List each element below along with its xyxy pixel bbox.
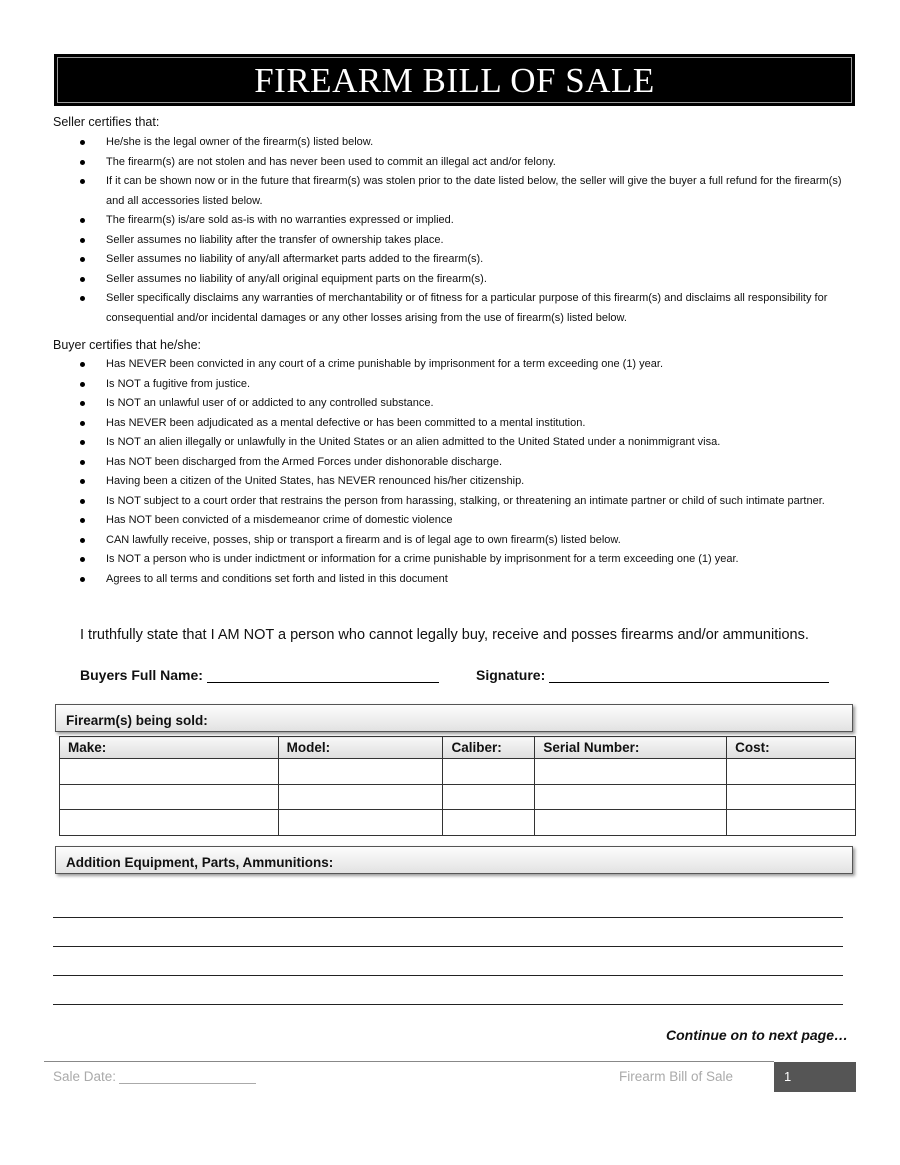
column-header-cost: Cost:: [727, 737, 856, 759]
signature-field: [476, 667, 829, 683]
list-item: The firearm(s) is/are sold as-is with no warranties expressed or implied.: [0, 211, 848, 231]
document-title: FIREARM BILL OF SALE: [254, 61, 655, 100]
table-row: [60, 810, 856, 836]
table-cell[interactable]: [60, 759, 279, 785]
table-cell[interactable]: [443, 810, 535, 836]
table-cell[interactable]: [278, 784, 443, 810]
list-item: Seller assumes no liability of any/all original equipment parts on the firearm(s).: [0, 270, 848, 290]
page-number-badge: [774, 1062, 856, 1092]
table-cell[interactable]: [443, 784, 535, 810]
document-title-bar: [54, 54, 855, 106]
table-cell[interactable]: [535, 784, 727, 810]
table-cell[interactable]: [727, 810, 856, 836]
legal-statement: I truthfully state that I AM NOT a person who cannot legally buy, receive and posses firearms and/or ammunitions.: [80, 627, 809, 643]
footer-divider: [44, 1061, 774, 1062]
column-header-caliber: Caliber:: [443, 737, 535, 759]
sale-date-label: Sale Date:: [53, 1069, 117, 1084]
firearms-section-header: [55, 704, 853, 732]
table-cell[interactable]: [278, 759, 443, 785]
footer-sale-date: [53, 1069, 256, 1084]
table-cell[interactable]: [727, 759, 856, 785]
table-cell[interactable]: [727, 784, 856, 810]
buyer-name-field: [80, 667, 439, 683]
table-cell[interactable]: [535, 759, 727, 785]
list-item: CAN lawfully receive, posses, ship or transport a firearm and is of legal age to own firearm(s) listed below.: [0, 531, 848, 551]
firearms-table: [59, 736, 856, 836]
table-cell[interactable]: [278, 810, 443, 836]
list-item: Is NOT a person who is under indictment or information for a crime punishable by imprisonment for a term exceeding one (1) year.: [0, 550, 848, 570]
list-item: Has NEVER been adjudicated as a mental defective or has been committed to a mental institution.: [0, 414, 848, 434]
buyer-name-label: Buyers Full Name:: [80, 667, 203, 683]
table-row: [60, 784, 856, 810]
list-item: Has NEVER been convicted in any court of a crime punishable by imprisonment for a term exceeding one (1) year.: [0, 355, 848, 375]
list-item: Has NOT been discharged from the Armed Forces under dishonorable discharge.: [0, 453, 848, 473]
equipment-line[interactable]: [53, 1004, 843, 1005]
firearms-section-heading: Firearm(s) being sold:: [66, 713, 208, 728]
list-item: Is NOT subject to a court order that restrains the person from harassing, stalking, or threatening an intimate partner or child of such intimate partner.: [0, 492, 848, 512]
continue-note: Continue on to next page…: [666, 1027, 848, 1043]
list-item: Is NOT an alien illegally or unlawfully in the United States or an alien admitted to the United Stated under a nonimmigrant visa.: [0, 433, 848, 453]
list-item: The firearm(s) are not stolen and has never been used to commit an illegal act and/or felony.: [0, 153, 848, 173]
list-item: Is NOT an unlawful user of or addicted to any controlled substance.: [0, 394, 848, 414]
table-header-row: [60, 737, 856, 759]
table-cell[interactable]: [60, 784, 279, 810]
column-header-serial-number: Serial Number:: [535, 737, 727, 759]
footer-document-title: Firearm Bill of Sale: [619, 1069, 734, 1084]
seller-list: [0, 133, 848, 328]
equipment-line[interactable]: [53, 975, 843, 976]
signature-label: Signature:: [476, 667, 546, 683]
table-cell[interactable]: [60, 810, 279, 836]
list-item: Agrees to all terms and conditions set forth and listed in this document: [0, 570, 848, 590]
column-header-model: Model:: [278, 737, 443, 759]
column-header-make: Make:: [60, 737, 279, 759]
list-item: Seller specifically disclaims any warranties of merchantability or of fitness for a particular purpose of this firearm(s) and disclaims all responsibility for consequential and/or incidental damages or any other losses arising from the use of firearm(s) listed below.: [0, 289, 848, 328]
sale-date-input-line[interactable]: [119, 1071, 256, 1084]
list-item: Seller assumes no liability after the transfer of ownership takes place.: [0, 231, 848, 251]
equipment-line[interactable]: [53, 917, 843, 918]
list-item: Seller assumes no liability of any/all aftermarket parts added to the firearm(s).: [0, 250, 848, 270]
equipment-line[interactable]: [53, 946, 843, 947]
buyer-name-input-line[interactable]: [207, 668, 439, 683]
equipment-section-header: [55, 846, 853, 874]
page-number: 1: [784, 1069, 792, 1084]
signature-row: [80, 667, 840, 689]
buyer-list: [0, 355, 848, 589]
list-item: Is NOT a fugitive from justice.: [0, 375, 848, 395]
signature-input-line[interactable]: [549, 668, 829, 683]
table-cell[interactable]: [535, 810, 727, 836]
buyer-heading: Buyer certifies that he/she:: [53, 338, 201, 352]
seller-heading: Seller certifies that:: [53, 115, 160, 129]
list-item: Having been a citizen of the United States, has NEVER renounced his/her citizenship.: [0, 472, 848, 492]
list-item: He/she is the legal owner of the firearm(s) listed below.: [0, 133, 848, 153]
list-item: Has NOT been convicted of a misdemeanor crime of domestic violence: [0, 511, 848, 531]
table-cell[interactable]: [443, 759, 535, 785]
list-item: If it can be shown now or in the future that firearm(s) was stolen prior to the date listed below, the seller will give the buyer a full refund for the firearm(s) and all accessories listed below.: [0, 172, 848, 211]
table-row: [60, 759, 856, 785]
equipment-section-heading: Addition Equipment, Parts, Ammunitions:: [66, 855, 334, 870]
